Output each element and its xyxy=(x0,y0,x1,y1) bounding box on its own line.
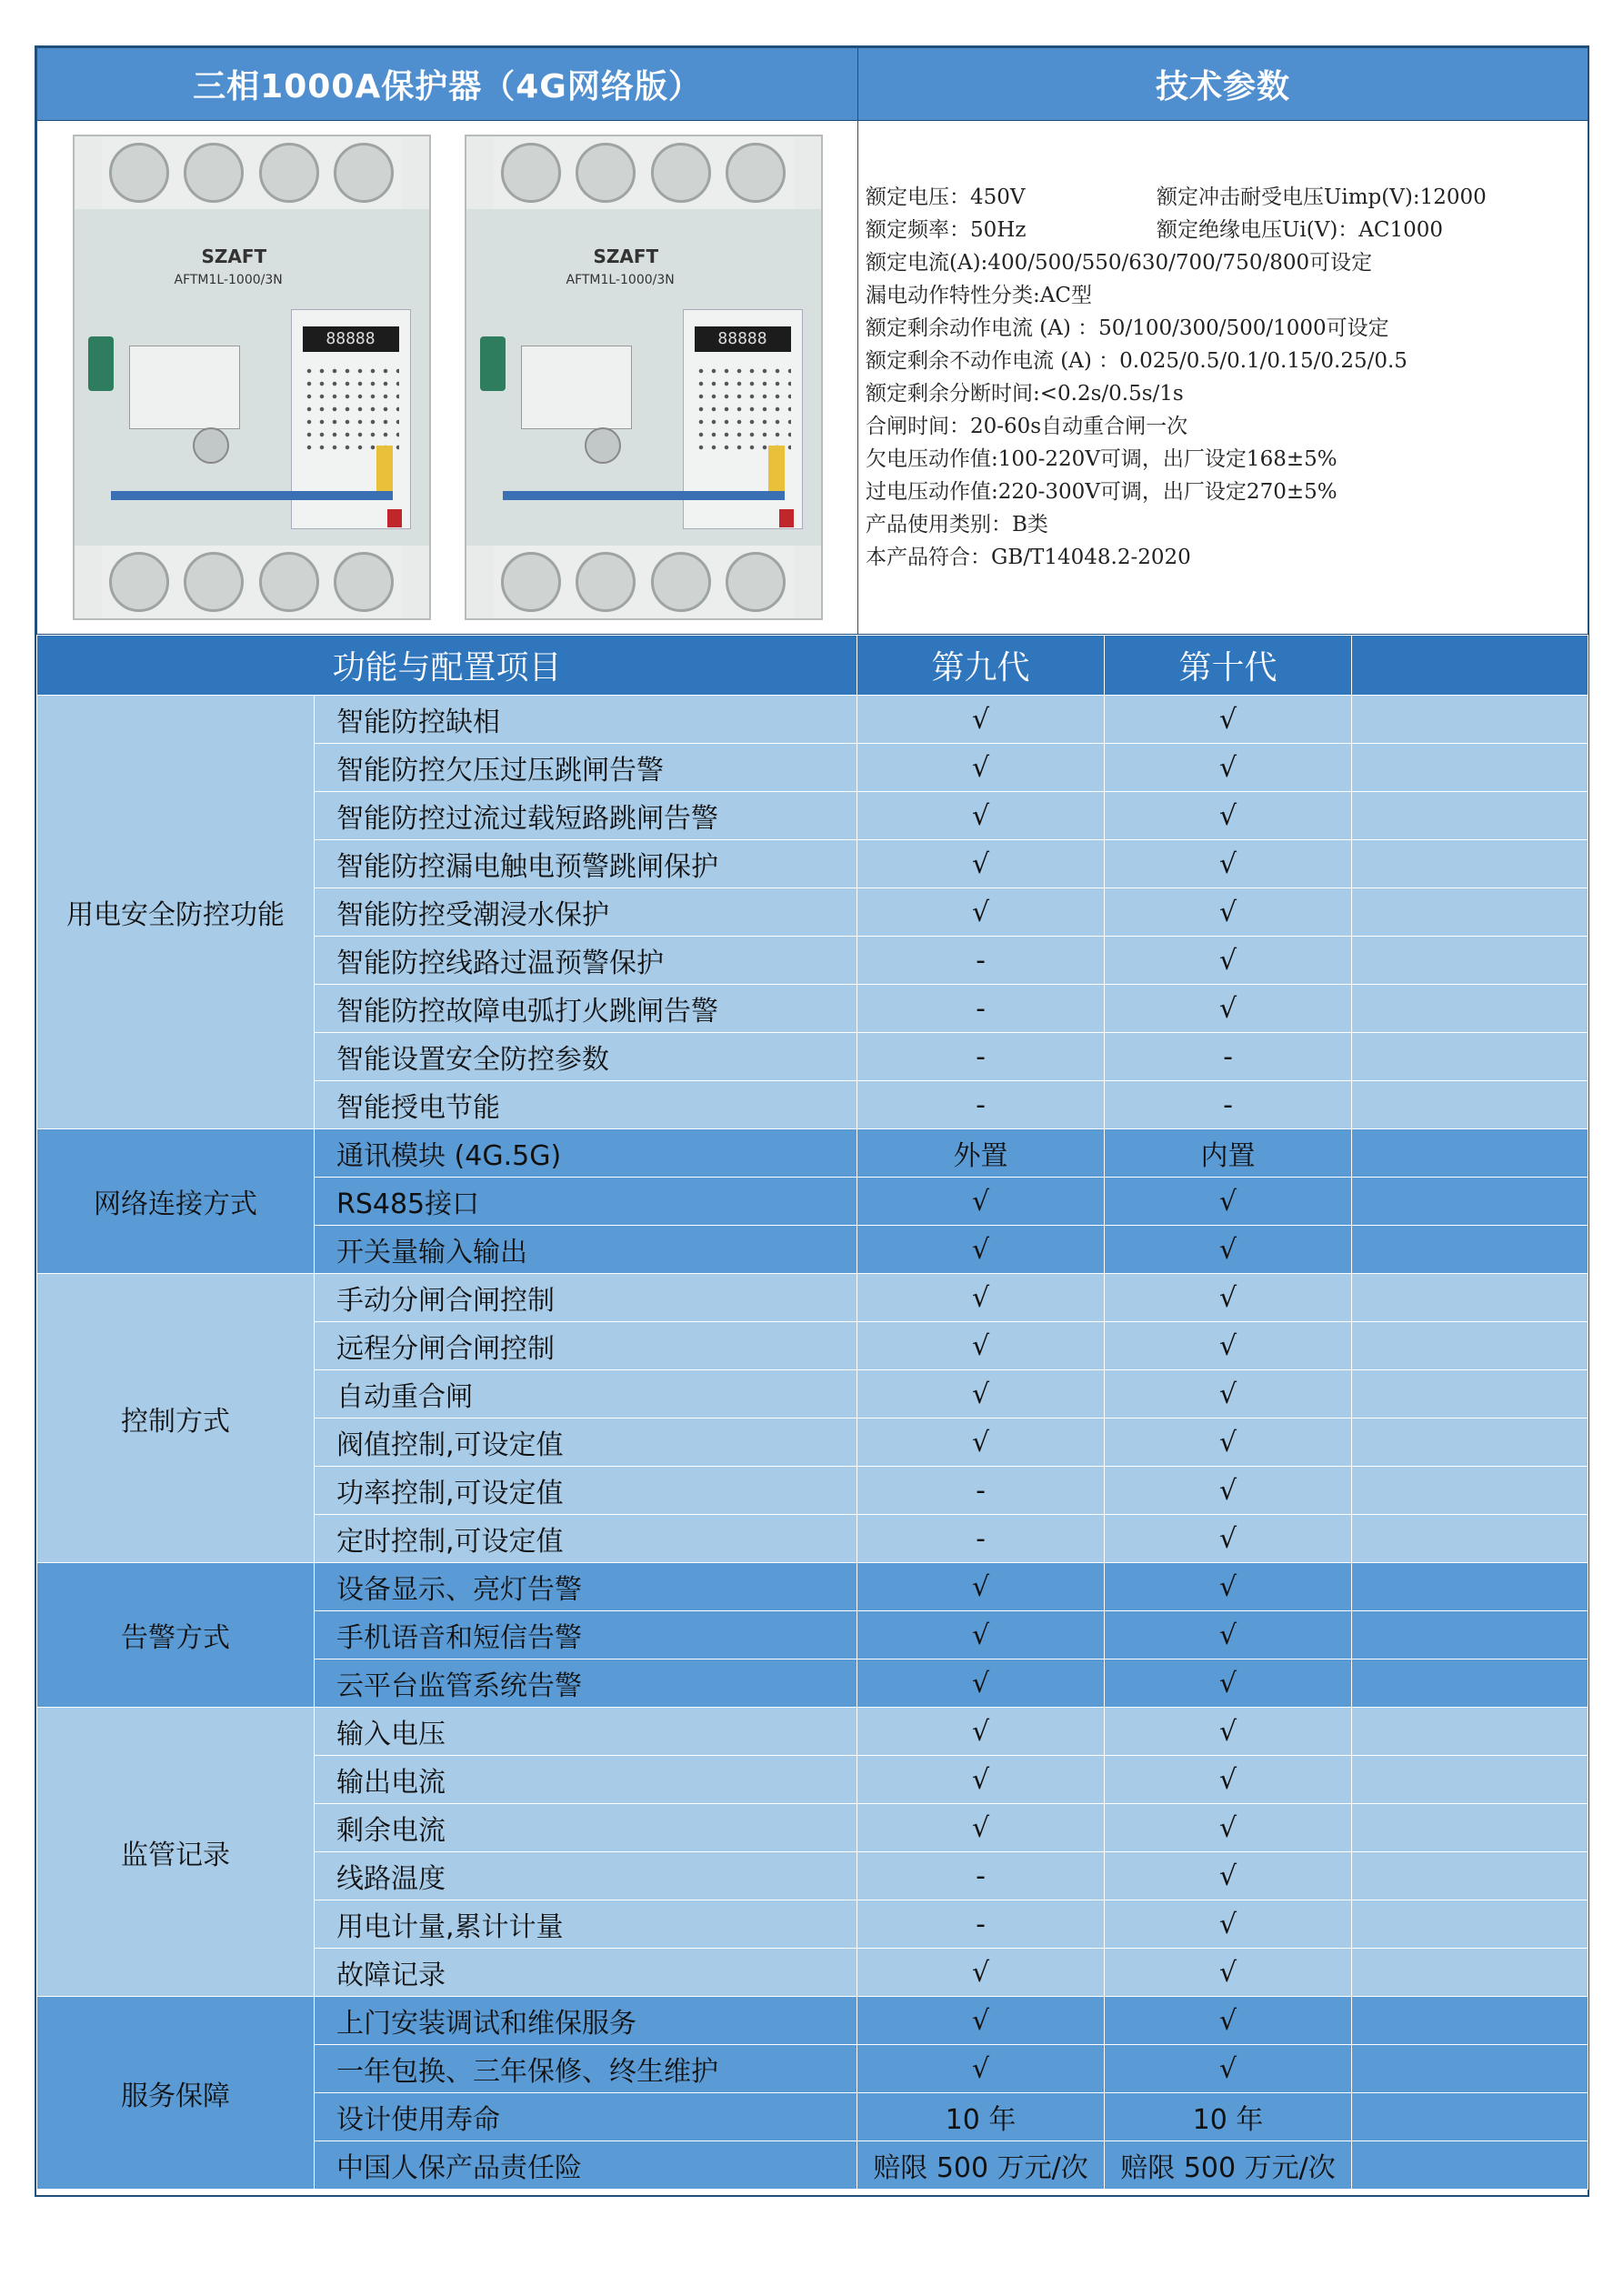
feature-name: 输出电流 xyxy=(315,1756,857,1804)
blank-cell xyxy=(1352,1129,1588,1178)
feature-name: 智能防控线路过温预警保护 xyxy=(315,937,857,985)
blank-cell xyxy=(1352,1178,1588,1226)
category-cell: 用电安全防控功能 xyxy=(37,696,315,1129)
gen9-value: √ xyxy=(857,1756,1105,1804)
spec-text: 额定电压：450V xyxy=(866,185,1026,209)
gen9-value: - xyxy=(857,937,1105,985)
feature-name: 智能防控漏电触电预警跳闸保护 xyxy=(315,840,857,888)
spec-line xyxy=(866,541,1588,574)
feature-name: 手动分闸合闸控制 xyxy=(315,1274,857,1322)
feature-name: 智能设置安全防控参数 xyxy=(315,1033,857,1081)
gen10-value: √ xyxy=(1105,1997,1352,2045)
spec-line xyxy=(866,279,1588,312)
gen9-value: √ xyxy=(857,2045,1105,2093)
gen10-value: √ xyxy=(1105,1370,1352,1419)
gen9-value: - xyxy=(857,1467,1105,1515)
gen9-value: √ xyxy=(857,696,1105,744)
table-row xyxy=(37,696,1588,744)
feature-name: 设备显示、亮灯告警 xyxy=(315,1563,857,1611)
feature-name: 一年包换、三年保修、终生维护 xyxy=(315,2045,857,2093)
blank-cell xyxy=(1352,1081,1588,1129)
blank-cell xyxy=(1352,1756,1588,1804)
feature-name: 通讯模块 (4G.5G) xyxy=(315,1129,857,1178)
spec-text: 产品使用类别：B类 xyxy=(866,513,1048,536)
spec-text: 额定剩余动作电流 (A) ：50/100/300/500/1000可设定 xyxy=(866,316,1389,340)
gen9-value: - xyxy=(857,985,1105,1033)
gen9-value: - xyxy=(857,1515,1105,1563)
gen10-value: 赔限 500 万元/次 xyxy=(1105,2141,1352,2190)
category-cell: 服务保障 xyxy=(37,1997,315,2190)
blank-cell xyxy=(1352,1370,1588,1419)
feature-name: 故障记录 xyxy=(315,1949,857,1997)
category-cell: 控制方式 xyxy=(37,1274,315,1563)
blank-cell xyxy=(1352,1708,1588,1756)
spec-text: 额定冲击耐受电压Uimp(V):12000 xyxy=(1157,185,1487,209)
top-table xyxy=(36,47,1588,635)
feature-name: 自动重合闸 xyxy=(315,1370,857,1419)
gen10-value: - xyxy=(1105,1081,1352,1129)
gen9-value: √ xyxy=(857,1997,1105,2045)
blank-cell xyxy=(1352,744,1588,792)
gen10-value: √ xyxy=(1105,840,1352,888)
gen9-value: √ xyxy=(857,840,1105,888)
blank-cell xyxy=(1352,1852,1588,1900)
spec-text: 漏电动作特性分类:AC型 xyxy=(866,284,1092,307)
segment-display: 88888 xyxy=(303,326,399,352)
blank-cell xyxy=(1352,1322,1588,1370)
gen10-value: √ xyxy=(1105,937,1352,985)
category-cell: 告警方式 xyxy=(37,1563,315,1708)
spec-line xyxy=(866,377,1588,410)
spec-line xyxy=(866,443,1588,476)
blank-cell xyxy=(1352,1563,1588,1611)
gen10-value: √ xyxy=(1105,1322,1352,1370)
gen9-value: 外置 xyxy=(857,1129,1105,1178)
blank-cell xyxy=(1352,888,1588,937)
feature-name: 智能防控故障电弧打火跳闸告警 xyxy=(315,985,857,1033)
gen9-value: √ xyxy=(857,1419,1105,1467)
spec-text: 过电压动作值:220-300V可调，出厂设定270±5% xyxy=(866,480,1337,504)
gen10-value: - xyxy=(1105,1033,1352,1081)
feature-name: 智能防控欠压过压跳闸告警 xyxy=(315,744,857,792)
brand-logo: SZAFT xyxy=(593,246,659,267)
gen10-value: √ xyxy=(1105,1274,1352,1322)
blank-cell xyxy=(1352,1515,1588,1563)
gen10-value: √ xyxy=(1105,696,1352,744)
spec-line xyxy=(866,214,1588,246)
gen9-value: 赔限 500 万元/次 xyxy=(857,2141,1105,2190)
header-blank xyxy=(1352,636,1588,696)
feature-name: 用电计量,累计计量 xyxy=(315,1900,857,1949)
header-feature: 功能与配置项目 xyxy=(37,636,857,696)
gen10-value: 10 年 xyxy=(1105,2093,1352,2141)
gen9-value: √ xyxy=(857,1178,1105,1226)
gen10-value: √ xyxy=(1105,1178,1352,1226)
feature-name: 剩余电流 xyxy=(315,1804,857,1852)
gen10-value: √ xyxy=(1105,985,1352,1033)
spec-line xyxy=(866,181,1588,214)
feature-name: 手机语音和短信告警 xyxy=(315,1611,857,1659)
spec-text: 合闸时间：20-60s自动重合闸一次 xyxy=(866,415,1188,438)
gen9-value: √ xyxy=(857,1226,1105,1274)
blank-cell xyxy=(1352,792,1588,840)
spec-line xyxy=(866,312,1588,345)
category-cell: 监管记录 xyxy=(37,1708,315,1997)
gen9-value: √ xyxy=(857,744,1105,792)
gen10-value: √ xyxy=(1105,1563,1352,1611)
blank-cell xyxy=(1352,937,1588,985)
feature-name: 功率控制,可设定值 xyxy=(315,1467,857,1515)
header-gen10: 第十代 xyxy=(1105,636,1352,696)
gen10-value: √ xyxy=(1105,888,1352,937)
table-row xyxy=(37,1997,1588,2045)
gen9-value: - xyxy=(857,1900,1105,1949)
gen9-value: √ xyxy=(857,1322,1105,1370)
blank-cell xyxy=(1352,1997,1588,2045)
blank-cell xyxy=(1352,1804,1588,1852)
gen10-value: √ xyxy=(1105,792,1352,840)
blank-cell xyxy=(1352,1419,1588,1467)
feature-name: 开关量输入输出 xyxy=(315,1226,857,1274)
feature-name: 智能防控受潮浸水保护 xyxy=(315,888,857,937)
blank-cell xyxy=(1352,2141,1588,2190)
gen10-value: √ xyxy=(1105,1659,1352,1708)
spec-line xyxy=(866,410,1588,443)
feature-name: 阀值控制,可设定值 xyxy=(315,1419,857,1467)
blank-cell xyxy=(1352,2045,1588,2093)
gen9-value: √ xyxy=(857,1274,1105,1322)
device-photo-right xyxy=(465,135,823,620)
gen9-value: √ xyxy=(857,1708,1105,1756)
segment-display: 88888 xyxy=(695,326,791,352)
gen9-value: - xyxy=(857,1033,1105,1081)
feature-name: 输入电压 xyxy=(315,1708,857,1756)
gen9-value: √ xyxy=(857,1659,1105,1708)
category-cell: 网络连接方式 xyxy=(37,1129,315,1274)
blank-cell xyxy=(1352,985,1588,1033)
gen10-value: √ xyxy=(1105,2045,1352,2093)
gen9-value: √ xyxy=(857,888,1105,937)
gen10-value: √ xyxy=(1105,1419,1352,1467)
gen10-value: √ xyxy=(1105,1852,1352,1900)
gen9-value: √ xyxy=(857,1804,1105,1852)
product-title: 三相1000A保护器（4G网络版） xyxy=(37,48,858,121)
blank-cell xyxy=(1352,1274,1588,1322)
feature-name: 设计使用寿命 xyxy=(315,2093,857,2141)
gen10-value: √ xyxy=(1105,1949,1352,1997)
feature-name: 中国人保产品责任险 xyxy=(315,2141,857,2190)
blank-cell xyxy=(1352,2093,1588,2141)
spec-text: 额定剩余不动作电流 (A) ：0.025/0.5/0.1/0.15/0.25/0.5 xyxy=(866,349,1408,373)
gen9-value: - xyxy=(857,1081,1105,1129)
table-row xyxy=(37,1129,1588,1178)
blank-cell xyxy=(1352,1659,1588,1708)
feature-name: 线路温度 xyxy=(315,1852,857,1900)
spec-text: 额定绝缘电压Ui(V)：AC1000 xyxy=(1157,218,1444,242)
blank-cell xyxy=(1352,1611,1588,1659)
feature-name: 智能授电节能 xyxy=(315,1081,857,1129)
gen10-value: √ xyxy=(1105,744,1352,792)
spec-sheet xyxy=(35,45,1589,2197)
feature-name: 上门安装调试和维保服务 xyxy=(315,1997,857,2045)
gen9-value: √ xyxy=(857,1611,1105,1659)
blank-cell xyxy=(1352,1467,1588,1515)
blank-cell xyxy=(1352,1033,1588,1081)
spec-line xyxy=(866,345,1588,377)
gen9-value: - xyxy=(857,1852,1105,1900)
spec-list xyxy=(858,121,1588,635)
blank-cell xyxy=(1352,1226,1588,1274)
model-label: AFTM1L-1000/3N xyxy=(174,273,283,287)
feature-name: 智能防控过流过载短路跳闸告警 xyxy=(315,792,857,840)
feature-name: 智能防控缺相 xyxy=(315,696,857,744)
gen10-value: √ xyxy=(1105,1804,1352,1852)
gen10-value: √ xyxy=(1105,1515,1352,1563)
spec-line xyxy=(866,508,1588,541)
table-row xyxy=(37,1708,1588,1756)
blank-cell xyxy=(1352,1900,1588,1949)
gen10-value: √ xyxy=(1105,1708,1352,1756)
feature-name: RS485接口 xyxy=(315,1178,857,1226)
table-row xyxy=(37,1274,1588,1322)
brand-logo: SZAFT xyxy=(201,246,267,267)
spec-line xyxy=(866,246,1588,279)
feature-name: 云平台监管系统告警 xyxy=(315,1659,857,1708)
gen9-value: √ xyxy=(857,1370,1105,1419)
spec-line xyxy=(866,476,1588,508)
spec-text: 额定频率：50Hz xyxy=(866,218,1027,242)
product-image xyxy=(37,121,858,635)
feature-table xyxy=(36,635,1588,2190)
header-gen9: 第九代 xyxy=(857,636,1105,696)
gen10-value: √ xyxy=(1105,1226,1352,1274)
feature-name: 远程分闸合闸控制 xyxy=(315,1322,857,1370)
gen10-value: √ xyxy=(1105,1756,1352,1804)
gen9-value: √ xyxy=(857,1563,1105,1611)
gen9-value: √ xyxy=(857,792,1105,840)
blank-cell xyxy=(1352,840,1588,888)
feature-name: 定时控制,可设定值 xyxy=(315,1515,857,1563)
gen10-value: 内置 xyxy=(1105,1129,1352,1178)
gen9-value: 10 年 xyxy=(857,2093,1105,2141)
gen10-value: √ xyxy=(1105,1467,1352,1515)
gen10-value: √ xyxy=(1105,1611,1352,1659)
spec-title: 技术参数 xyxy=(858,48,1588,121)
spec-text: 额定电流(A):400/500/550/630/700/750/800可设定 xyxy=(866,251,1373,275)
blank-cell xyxy=(1352,696,1588,744)
device-photo-left xyxy=(73,135,431,620)
blank-cell xyxy=(1352,1949,1588,1997)
model-label: AFTM1L-1000/3N xyxy=(566,273,675,287)
spec-text: 本产品符合：GB/T14048.2-2020 xyxy=(866,546,1191,569)
spec-text: 额定剩余分断时间:<0.2s/0.5s/1s xyxy=(866,382,1184,406)
gen9-value: √ xyxy=(857,1949,1105,1997)
spec-text: 欠电压动作值:100-220V可调，出厂设定168±5% xyxy=(866,447,1337,471)
table-row xyxy=(37,1563,1588,1611)
gen10-value: √ xyxy=(1105,1900,1352,1949)
